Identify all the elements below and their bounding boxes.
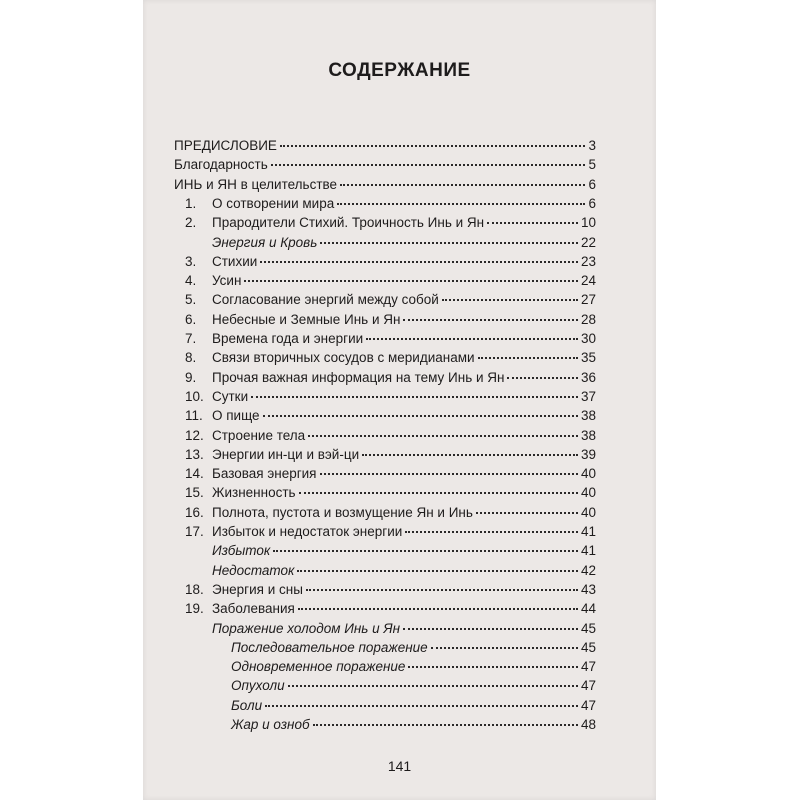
toc-entry-title: Базовая энергия: [212, 466, 317, 481]
toc-entry: [185, 292, 596, 310]
toc-entry-page: 30: [580, 331, 596, 346]
toc-entry-page: 44: [580, 601, 596, 616]
toc-entry-number: 7.: [185, 331, 197, 346]
toc-entry-page: 24: [580, 273, 596, 288]
toc-entry: [212, 563, 596, 581]
dot-leader: [507, 377, 577, 379]
toc-entry-page: 6: [588, 196, 596, 211]
page-title: СОДЕРЖАНИЕ: [328, 60, 471, 81]
toc-entry: [212, 543, 596, 561]
toc-entry-page: 5: [588, 157, 596, 172]
toc-entry: [212, 235, 596, 253]
toc-entry-title: Заболевания: [212, 601, 295, 616]
dot-leader: [299, 492, 578, 494]
toc-entry: [185, 370, 596, 388]
toc-entry: [185, 428, 596, 446]
toc-entry-title: Связи вторичных сосудов с меридианами: [212, 350, 475, 365]
dot-leader: [280, 145, 586, 147]
toc-entry: [185, 485, 596, 503]
toc-entry: [185, 350, 596, 368]
toc-entry-number: 6.: [185, 312, 197, 327]
toc-entry: [185, 524, 596, 542]
dot-leader: [320, 242, 578, 244]
toc-entry-page: 38: [580, 428, 596, 443]
dot-leader: [265, 705, 578, 707]
dot-leader: [478, 357, 578, 359]
book-page: [143, 0, 656, 800]
toc-entry-number: 14.: [185, 466, 204, 481]
toc-entry-title: ИНЬ и ЯН в целительстве: [174, 177, 338, 192]
toc-entry-title: О пище: [212, 408, 260, 423]
toc-entry: [231, 698, 596, 716]
toc-entry: [174, 157, 596, 175]
toc-entry: [174, 138, 596, 156]
dot-leader: [320, 473, 578, 475]
dot-leader: [362, 454, 578, 456]
toc-entry-number: 11.: [185, 408, 203, 423]
toc-entry-page: 6: [588, 177, 596, 192]
dot-leader: [271, 164, 586, 166]
toc-entry-title: Времена года и энергии: [212, 331, 364, 346]
dot-leader: [405, 531, 578, 533]
dot-leader: [408, 666, 578, 668]
dot-leader: [403, 319, 578, 321]
toc-entry-title: Избыток и недостаток энергии: [212, 524, 403, 539]
toc-entry: [231, 717, 596, 735]
dot-leader: [366, 338, 578, 340]
toc-entry-number: 18.: [185, 582, 204, 597]
dot-leader: [251, 396, 578, 398]
toc-entry-title: ПРЕДИСЛОВИЕ: [174, 138, 277, 153]
dot-leader: [442, 299, 578, 301]
toc-entry-title: Энергия и сны: [212, 582, 303, 597]
toc-entry-page: 39: [580, 447, 596, 462]
toc-entry: [185, 254, 596, 272]
toc-entry-number: 17.: [185, 524, 204, 539]
toc-entry-number: 16.: [185, 505, 204, 520]
dot-leader: [308, 435, 578, 437]
toc-entry-page: 35: [580, 350, 596, 365]
toc-entry-page: 27: [580, 292, 596, 307]
toc-entry-page: 42: [580, 563, 596, 578]
toc-entry-page: 41: [580, 543, 596, 558]
toc-entry-number: 2.: [185, 215, 197, 230]
toc-entry: [231, 640, 596, 658]
toc-entry-page: 47: [580, 678, 596, 693]
toc-entry: [185, 215, 596, 233]
dot-leader: [263, 415, 578, 417]
toc-entry-number: 5.: [185, 292, 197, 307]
toc-entry-number: 19.: [185, 601, 204, 616]
toc-entry-number: 3.: [185, 254, 197, 269]
toc-entry-page: 37: [580, 389, 596, 404]
toc-entry-number: 8.: [185, 350, 197, 365]
toc-entry-title: Одновременное поражение: [231, 659, 406, 674]
dot-leader: [476, 512, 578, 514]
dot-leader: [313, 724, 578, 726]
toc-entry-page: 40: [580, 466, 596, 481]
toc-entry-title: Поражение холодом Инь и Ян: [212, 621, 401, 636]
toc-entry: [185, 408, 596, 426]
toc-entry: [185, 505, 596, 523]
toc-entry: [212, 621, 596, 639]
toc-entry: [185, 466, 596, 484]
toc-entry: [231, 678, 596, 696]
toc-entry: [185, 447, 596, 465]
toc-entry-page: 40: [580, 485, 596, 500]
toc-entry-title: Небесные и Земные Инь и Ян: [212, 312, 401, 327]
toc-entry-title: Опухоли: [231, 678, 285, 693]
toc-entry-title: Энергии ин-ци и вэй-ци: [212, 447, 360, 462]
toc-entry-title: Последовательное поражение: [231, 640, 428, 655]
toc-entry-page: 45: [580, 640, 596, 655]
toc-entry: [185, 331, 596, 349]
toc-entry-page: 28: [580, 312, 596, 327]
dot-leader: [288, 685, 578, 687]
toc-entry: [185, 273, 596, 291]
toc-entry-title: О сотворении мира: [212, 196, 335, 211]
dot-leader: [244, 280, 578, 282]
toc-entry-number: 9.: [185, 370, 197, 385]
toc-entry-title: Стихии: [212, 254, 258, 269]
toc-entry-number: 13.: [185, 447, 204, 462]
dot-leader: [298, 608, 578, 610]
toc-entry-title: Усин: [212, 273, 242, 288]
toc-entry-title: Жар и озноб: [231, 717, 310, 732]
toc-entry-number: 10.: [185, 389, 204, 404]
toc-entry-number: 12.: [185, 428, 204, 443]
toc-entry-title: Недостаток: [212, 563, 295, 578]
toc-entry-page: 38: [580, 408, 596, 423]
toc-entry-title: Боли: [231, 698, 263, 713]
dot-leader: [340, 184, 585, 186]
dot-leader: [273, 550, 578, 552]
toc-entry-page: 22: [580, 235, 596, 250]
toc-entry-page: 47: [580, 659, 596, 674]
toc-entry-number: 1.: [185, 196, 197, 211]
toc-entry: [185, 312, 596, 330]
toc-entry-page: 23: [580, 254, 596, 269]
toc-entry-title: Сутки: [212, 389, 249, 404]
dot-leader: [297, 570, 578, 572]
toc-entry-title: Энергия и Кровь: [212, 235, 318, 250]
toc-entry-number: 15.: [185, 485, 204, 500]
table-of-contents: [143, 0, 656, 800]
dot-leader: [431, 647, 578, 649]
dot-leader: [337, 203, 585, 205]
toc-entry-page: 47: [580, 698, 596, 713]
dot-leader: [403, 628, 578, 630]
toc-entry-page: 36: [580, 370, 596, 385]
toc-entry: [185, 582, 596, 600]
toc-entry-title: Жизненность: [212, 485, 296, 500]
toc-entry: [185, 389, 596, 407]
toc-entry-page: 41: [580, 524, 596, 539]
dot-leader: [306, 589, 578, 591]
toc-entry: [231, 659, 596, 677]
toc-entry: [185, 196, 596, 214]
toc-entry-page: 45: [580, 621, 596, 636]
dot-leader: [260, 261, 578, 263]
toc-entry-page: 40: [580, 505, 596, 520]
toc-entry-page: 48: [580, 717, 596, 732]
dot-leader: [487, 222, 578, 224]
toc-entry: [185, 601, 596, 619]
toc-entry-title: Прародители Стихий. Троичность Инь и Ян: [212, 215, 485, 230]
toc-entry-title: Строение тела: [212, 428, 306, 443]
toc-entry-title: Избыток: [212, 543, 271, 558]
toc-entry-page: 43: [580, 582, 596, 597]
toc-entry-title: Согласование энергий между собой: [212, 292, 439, 307]
toc-entry-number: 4.: [185, 273, 197, 288]
toc-entry: [174, 177, 596, 195]
toc-entry-title: Прочая важная информация на тему Инь и Ян: [212, 370, 505, 385]
toc-entry-title: Благодарность: [174, 157, 268, 172]
toc-entry-title: Полнота, пустота и возмущение Ян и Инь: [212, 505, 473, 520]
toc-entry-page: 10: [580, 215, 596, 230]
page-number: 141: [387, 758, 412, 774]
toc-entry-page: 3: [588, 138, 596, 153]
